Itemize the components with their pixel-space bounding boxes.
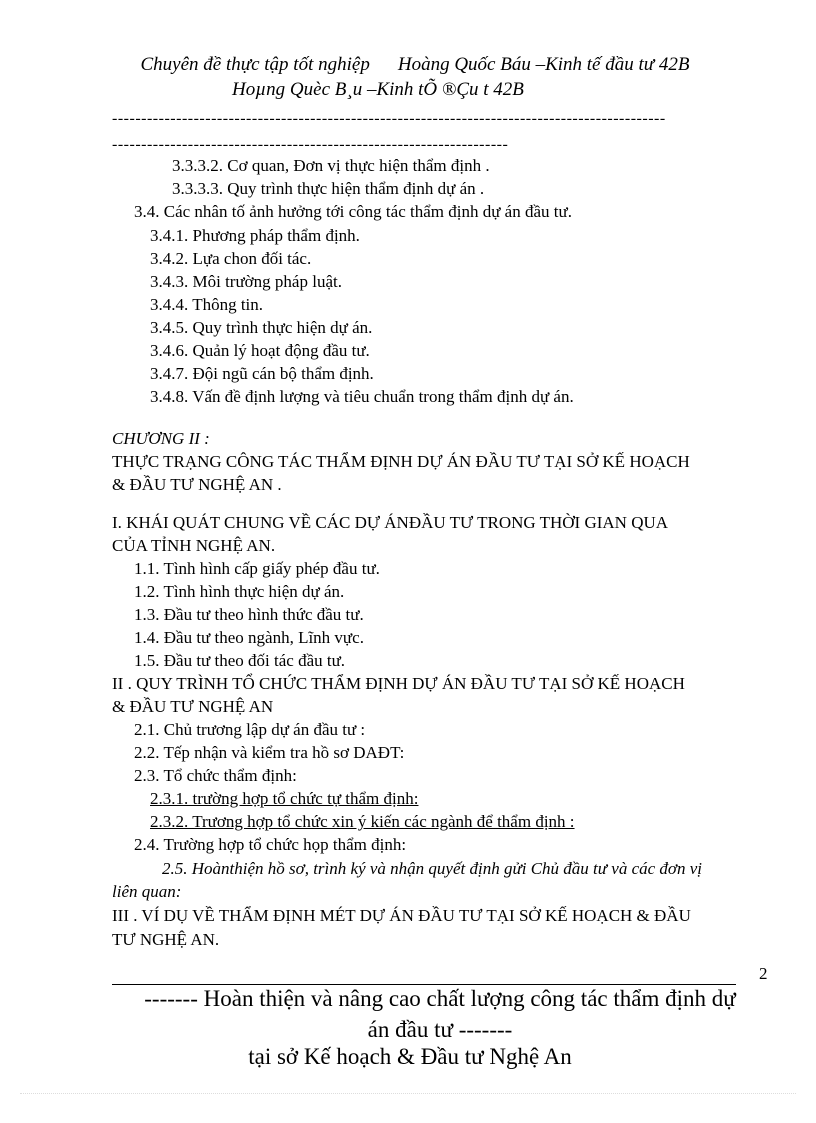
page-number: 2 xyxy=(759,964,768,983)
section-heading: II . QUY TRÌNH TỔ CHỨC THẨM ĐỊNH DỰ ÁN ĐẦU TƯ TẠI SỞ KẾ HOẠCH xyxy=(112,674,685,693)
toc-item: 3.4.7. Đội ngũ cán bộ thẩm định. xyxy=(150,364,374,383)
section-heading: CỦA TỈNH NGHỆ AN. xyxy=(112,536,276,555)
footer-line-3: tại sở Kế hoạch & Đầu tư Nghệ An xyxy=(248,1044,572,1069)
toc-item: 2.3.1. trường hợp tổ chức tự thẩm định: xyxy=(150,789,419,808)
section-heading: I. KHÁI QUÁT CHUNG VỀ CÁC DỰ ÁNĐẦU TƯ TRONG THỜI GIAN QUA xyxy=(112,513,669,532)
toc-item: 3.4.6. Quản lý hoạt động đầu tư. xyxy=(150,341,370,360)
header-left: Chuyên đề thực tập tốt nghiệp xyxy=(140,54,370,75)
header-dash-line-1: ----------------------------------------------------------------------------------------------- xyxy=(112,110,666,127)
toc-item: 2.4. Trường hợp tổ chức họp thẩm định: xyxy=(134,835,407,854)
section-heading: & ĐẦU TƯ NGHỆ AN xyxy=(112,697,274,716)
toc-item: 3.4.8. Vấn đề định lượng và tiêu chuẩn trong thẩm định dự án. xyxy=(150,387,574,406)
toc-item: 3.4.4. Thông tin. xyxy=(150,295,264,314)
section-heading: TƯ NGHỆ AN. xyxy=(112,930,220,949)
toc-item: 1.5. Đầu tư theo đối tác đầu tư. xyxy=(134,651,346,670)
footer-rule xyxy=(112,984,736,985)
header-dash-line-2: -------------------------------------------------------------------- xyxy=(112,136,509,153)
toc-item: 1.3. Đầu tư theo hình thức đầu tư. xyxy=(134,605,364,624)
toc-item: 2.5. Hoànthiện hồ sơ, trình ký và nhận quyết định gửi Chủ đầu tư và các đơn vị xyxy=(162,859,702,878)
toc-item: 3.3.3.2. Cơ quan, Đơn vị thực hiện thẩm định . xyxy=(172,156,490,175)
header-garbled-line: Hoµng Quèc B¸u –Kinh tÕ ®Çu t 42B xyxy=(232,79,524,100)
chapter-label: CHƯƠNG II : xyxy=(112,429,210,448)
toc-item: 3.4.1. Phương pháp thẩm định. xyxy=(150,226,360,245)
footer-line-2: án đầu tư ------- xyxy=(367,1017,513,1042)
page-bottom-border xyxy=(20,1093,796,1094)
toc-item: 3.4.5. Quy trình thực hiện dự án. xyxy=(150,318,373,337)
header-right: Hoàng Quốc Báu –Kinh tế đầu tư 42B xyxy=(397,54,690,75)
toc-item: 2.1. Chủ trương lập dự án đầu tư : xyxy=(134,720,366,739)
toc-item: liên quan: xyxy=(112,882,182,901)
toc-item: 1.4. Đầu tư theo ngành, Lĩnh vực. xyxy=(134,628,364,647)
toc-item: 2.2. Tếp nhận và kiểm tra hồ sơ DAĐT: xyxy=(134,743,405,762)
running-header xyxy=(0,54,816,76)
section-heading: III . VÍ DỤ VỀ THẨM ĐỊNH MÉT DỰ ÁN ĐẦU TƯ TẠI SỞ KẾ HOẠCH & ĐẦU xyxy=(112,906,691,925)
toc-item: 3.4.2. Lựa chon đối tác. xyxy=(150,249,312,268)
toc-item: 3.3.3.3. Quy trình thực hiện thẩm định dự án . xyxy=(172,179,485,198)
toc-item: 2.3. Tổ chức thẩm định: xyxy=(134,766,297,785)
toc-item: 1.1. Tình hình cấp giấy phép đầu tư. xyxy=(134,559,380,578)
toc-item: 3.4.3. Môi trường pháp luật. xyxy=(150,272,342,291)
toc-item: 1.2. Tình hình thực hiện dự án. xyxy=(134,582,345,601)
toc-item: 2.3.2. Trương hợp tổ chức xin ý kiến các ngành để thẩm định : xyxy=(150,812,575,831)
chapter-title: THỰC TRẠNG CÔNG TÁC THẨM ĐỊNH DỰ ÁN ĐẦU TƯ TẠI SỞ KẾ HOẠCH xyxy=(112,452,690,471)
footer-line-1: ------- Hoàn thiện và nâng cao chất lượng công tác thẩm định dự xyxy=(144,986,736,1011)
chapter-title: & ĐẦU TƯ NGHỆ AN . xyxy=(112,475,282,494)
toc-item: 3.4. Các nhân tố ảnh hưởng tới công tác thẩm định dự án đầu tư. xyxy=(134,202,572,221)
